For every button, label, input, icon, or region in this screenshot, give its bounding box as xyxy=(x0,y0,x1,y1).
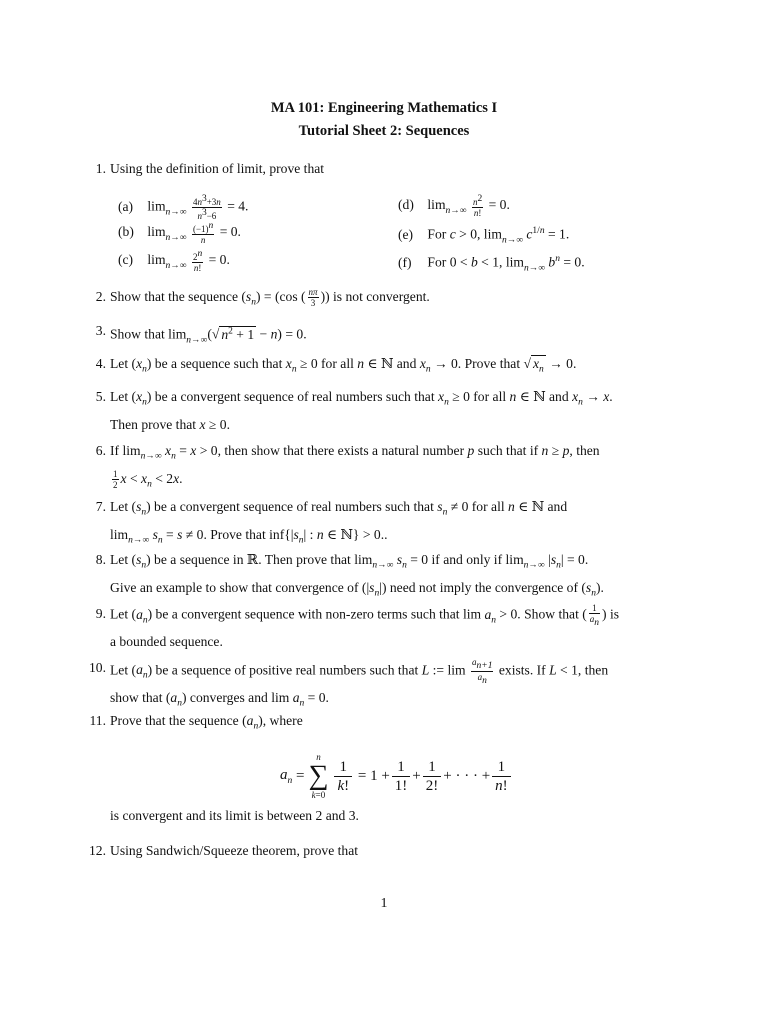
problem-1 xyxy=(88,158,698,180)
problem-4: 4. Let $(x_n)$ be a sequence such that $x_n \ge 0$ for all n ∈ ℕ and $x_n \to 0$. Prove that √ $x_n \to 0$. xyxy=(95,356,577,375)
problem-9: 9. Let $(a_n)$ be a convergent sequence with non-zero terms such that $\lim a_n > 0$. Show that ( $\frac{1}{a_n}$ ) is a bounded sequence. xyxy=(95,603,620,650)
subpart-b: (b) $\lim_{n\to\infty}$ $\frac{(-1)^n}{n}$ = 0. xyxy=(118,221,241,245)
problem-8: 8. Let $(s_n)$ be a sequence in ℝ. Then prove that $\lim_{n\to\infty} s_n = 0$ if and only if $\lim_{n\to\infty} |s_n| = 0$. Give an example to show that convergence of $(|s_n|)$ need not imply the convergence of $(s_n)$. xyxy=(95,552,604,599)
subpart-f: (f) For 0 < b < 1, $\lim_{n\to\infty} b^n = 0$. xyxy=(398,254,585,274)
problem-7: 7. Let $(s_n)$ be a convergent sequence of real numbers such that $s_n \ne 0$ for all n ∈ ℕ and $\lim_{n\to\infty} s_n = s \ne 0$. Prove that $inf\{|s_n|$ : n ∈ ℕ} > 0.. xyxy=(95,499,568,546)
problem-10: 10. Let $(a_n)$ be a sequence of positive real numbers such that L := lim $\frac{a_{n+1}}{a_n}$ exists. If L < 1, then show that $(a_n)$ converges and $\lim a_n = 0$. xyxy=(89,657,609,709)
problem-12: 12. Using Sandwich/Squeeze theorem, prove that xyxy=(89,843,359,858)
problem-11-conclusion: is convergent and its limit is between 2 and 3. xyxy=(110,808,359,823)
page-number: 1 xyxy=(380,896,388,911)
problem-5: 5. Let $(x_n)$ be a convergent sequence of real numbers such that $x_n \ge 0$ for all n ∈ ℕ and $x_n \to x$. Then prove that x ≥ 0. xyxy=(95,389,613,432)
sheet-title: MA 101: Engineering Mathematics I xyxy=(270,100,498,116)
subpart-a: (a) $\lim_{n\to\infty}$ $\frac{4n^3+3n}{n^3-6}$ = 4. xyxy=(118,194,249,221)
problem-3: 3. Show that $\lim_{n\to\infty}(√$ $n^2 + 1 - n) = 0$. xyxy=(95,323,307,346)
series-formula: $a_n$ = n ∑ k=0 1 k! = 1 + 1 1! + 1 2! + · · · + 1 n! xyxy=(280,748,513,804)
sheet-subtitle: Tutorial Sheet 2: Sequences xyxy=(298,123,470,139)
problem-11: 11. Prove that the sequence $(a_n)$, where xyxy=(89,713,303,732)
subpart-d: (d) $\lim_{n\to\infty}$ $\frac{n^2}{n!}$ = 0. xyxy=(398,194,510,218)
subpart-e: (e) For c > 0, $\lim_{n\to\infty} c^{1/n} = 1$. xyxy=(398,226,570,246)
problem-text: Using the definition of limit, prove that xyxy=(110,161,325,176)
problem-6: 6. If $\lim_{n\to\infty} x_n = x > 0$, then show that there exists a natural number p such that if n ≥ p, then $\frac{1}{2}$ $x < x_n < 2x$. xyxy=(95,443,600,491)
problem-2: 2. Show that the sequence $(s_n) = (\cos$ ( $\frac{n\pi}{3}$ )) is not convergent. xyxy=(95,287,430,309)
subpart-c: (c) $\lim_{n\to\infty}$ $\frac{2^n}{n!}$ = 0. xyxy=(118,249,230,273)
problem-number: 1. xyxy=(95,161,106,176)
